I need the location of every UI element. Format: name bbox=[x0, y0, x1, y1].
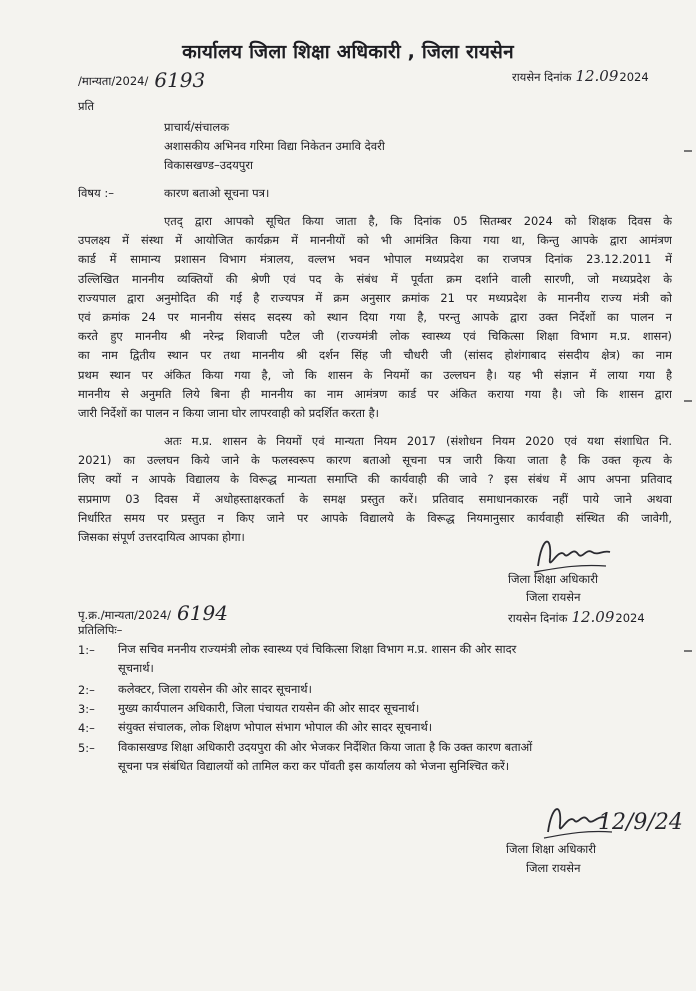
endorsement-number-handwritten: 6194 bbox=[177, 601, 228, 625]
signature-2-handwritten-date: 12/9/24 bbox=[598, 810, 683, 835]
body-line: एवं क्रमांक 24 पर माननीय संसद सदस्य को स्थान दिया गया है, परन्तु आपके द्वारा उक्त निर्देशों का पालन न bbox=[78, 310, 672, 325]
body-line: जिसका संपूर्ण उत्तरदायित्व आपका होगा। bbox=[78, 530, 245, 545]
body-line: सप्रमाण 03 दिवस में अधोहस्ताक्षरकर्ता के समक्ष प्रस्तुत करें। प्रतिवाद समाधानकारक नहीं पाये जाने अथवा bbox=[78, 491, 672, 506]
body-line: उपलक्ष्य में संस्था में आयोजित कार्यक्रम में माननीयों को भी आमंत्रित किया गया था, किन्तु आपके द्वारा आमंत्रण bbox=[78, 233, 672, 248]
body-line: उल्लिखित माननीय व्यक्तियों की श्रेणी एवं पद के संबंध में पूर्वता क्रम दर्शाने वाली सारणी, जो मध्यप्रदेश के bbox=[78, 271, 672, 286]
copy-line: संयुक्त संचालक, लोक शिक्षण भोपाल संभाग भोपाल की ओर सादर सूचनार्थ। bbox=[118, 720, 433, 734]
signature-1-district: जिला रायसेन bbox=[526, 590, 581, 604]
recipient-line-2: अशासकीय अभिनव गरिमा विद्या निकेतन उमावि देवरी bbox=[164, 139, 385, 153]
copy-number: 4:– bbox=[78, 721, 95, 735]
copy-line: विकासखण्ड शिक्षा अधिकारी उदयपुरा की ओर भेजकर निर्देशित किया जाता है कि उक्त कारण बताओं bbox=[118, 740, 533, 754]
copy-number: 2:– bbox=[78, 683, 95, 697]
endorsement-date-label: रायसेन दिनांक bbox=[508, 611, 568, 625]
prati-label: प्रति bbox=[78, 99, 95, 113]
endorsement-prefix: पृ.क्र./मान्यता/2024/ bbox=[78, 608, 172, 622]
issue-date-label: रायसेन दिनांक bbox=[512, 70, 572, 84]
copy-line: कलेक्टर, जिला रायसेन की ओर सादर सूचनार्थ। bbox=[118, 682, 312, 696]
scan-edge-mark bbox=[684, 150, 692, 152]
body-line: का नाम द्वितीय स्थान पर तथा माननीय श्री दर्शन सिंह जी चौधरी जी (सांसद होशंगाबाद संसदीय क्षेत्र) का नाम bbox=[78, 348, 672, 363]
body-line: जारी निर्देशों का पालन न किया जाना घोर लापरवाही को प्रदर्शित करता है। bbox=[78, 406, 379, 421]
recipient-line-3: विकासखण्ड–उदयपुरा bbox=[164, 158, 254, 172]
endorsement-reference bbox=[78, 600, 228, 624]
endorsement-date-handwritten: 12.09 bbox=[571, 608, 615, 626]
body-line: लिए क्यों न आपके विद्यालय के विरूद्ध मान्यता समाप्ति की कार्यवाही की जावे ? इस संबंध में आप अपना प्रतिवाद bbox=[78, 472, 672, 487]
endorsement-date bbox=[508, 607, 645, 626]
copy-item-3 bbox=[118, 699, 419, 718]
issue-date bbox=[512, 66, 649, 85]
copy-number: 5:– bbox=[78, 741, 95, 755]
body-line: एतद् द्वारा आपको सूचित किया जाता है, कि दिनांक 05 सितम्बर 2024 को शिक्षक दिवस के bbox=[164, 214, 672, 228]
recipient-line-1: प्राचार्य/संचालक bbox=[164, 120, 230, 134]
copy-item-1 bbox=[118, 640, 516, 678]
body-paragraph-1 bbox=[78, 212, 672, 423]
copy-number: 1:– bbox=[78, 643, 95, 657]
body-line: कार्ड में सामान्य प्रशासन विभाग मंत्रालय, वल्लभ भवन भोपाल मध्यप्रदेश का राजपत्र दिनांक 23.12.2011 में bbox=[78, 252, 672, 267]
pratilipi-label: प्रतिलिपिः– bbox=[78, 623, 123, 637]
issue-date-year: 2024 bbox=[619, 70, 649, 84]
copy-line: मुख्य कार्यपालन अधिकारी, जिला पंचायत रायसेन की ओर सादर सूचनार्थ। bbox=[118, 701, 420, 715]
scan-edge-mark bbox=[684, 650, 692, 652]
signature-2-district: जिला रायसेन bbox=[526, 861, 581, 875]
body-line: 2021) का उल्लघन किये जाने के फलस्वरूप कारण बताओ सूचना पत्र जारी किया जाता है कि उक्त कृत्य के bbox=[78, 453, 672, 468]
issue-date-handwritten: 12.09 bbox=[575, 67, 619, 85]
reference-number-handwritten: 6193 bbox=[154, 68, 206, 92]
copy-line: सूचनार्थ। bbox=[118, 661, 154, 675]
copy-item-4 bbox=[118, 718, 432, 737]
scan-edge-mark bbox=[684, 400, 692, 402]
signature-1-designation: जिला शिक्षा अधिकारी bbox=[508, 572, 598, 586]
body-line: अतः म.प्र. शासन के नियमों एवं मान्यता नियम 2017 (संशोधन नियम 2020 एवं यथा संशाधित नि. bbox=[164, 434, 672, 448]
endorsement-date-year: 2024 bbox=[615, 611, 645, 625]
copy-item-5 bbox=[118, 738, 532, 776]
signature-2-designation: जिला शिक्षा अधिकारी bbox=[506, 842, 596, 856]
body-line: माननीय से अनुमति लिये बिना ही माननीय का नाम आमंत्रण कार्ड पर अंकित कराया गया है। जो कि शासन द्वारा bbox=[78, 386, 672, 401]
copy-number: 3:– bbox=[78, 702, 95, 716]
copy-item-2 bbox=[118, 680, 312, 699]
copy-line: निज सचिव मननीय राज्यमंत्री लोक स्वास्थ्य एवं चिकित्सा शिक्षा विभाग म.प्र. शासन की ओर सादर bbox=[118, 642, 517, 656]
subject-text: कारण बताओ सूचना पत्र। bbox=[164, 186, 270, 200]
copy-line: सूचना पत्र संबंधित विद्यालयों को तामिल करा कर पॉवती इस कार्यालय को भेजना सुनिश्चित करें। bbox=[118, 759, 510, 773]
subject-label: विषय :– bbox=[78, 186, 114, 200]
body-line: करते हुए माननीय श्री नरेन्द्र शिवाजी पटैल जी (राज्यमंत्री लोक स्वास्थ्य एवं चिकित्सा शिक्षा विभाग म.प्र. शासन) bbox=[78, 329, 672, 344]
body-line: निर्धारित समय पर प्रस्तुत न किए जाने पर आपके विद्यालये के विरूद्ध नियमानुसार कार्यवाही संस्थित की जावेगी, bbox=[78, 510, 672, 525]
body-line: प्रथम स्थान पर अंकित किया गया है, जो कि शासन के नियमों का उल्लघन है। यह भी संज्ञान में लाया गया है bbox=[78, 367, 672, 382]
reference-number bbox=[78, 66, 205, 90]
office-title: कार्यालय जिला शिक्षा अधिकारी , जिला रायसेन bbox=[182, 41, 514, 63]
body-line: राज्यपाल द्वारा अनुमोदित की गई है राज्यपत्र में क्रम अनुसार क्रमांक 21 पर मध्यप्रदेश के माननीय राज्य मंत्री को bbox=[78, 290, 672, 305]
reference-prefix: /मान्यता/2024/ bbox=[78, 74, 149, 88]
